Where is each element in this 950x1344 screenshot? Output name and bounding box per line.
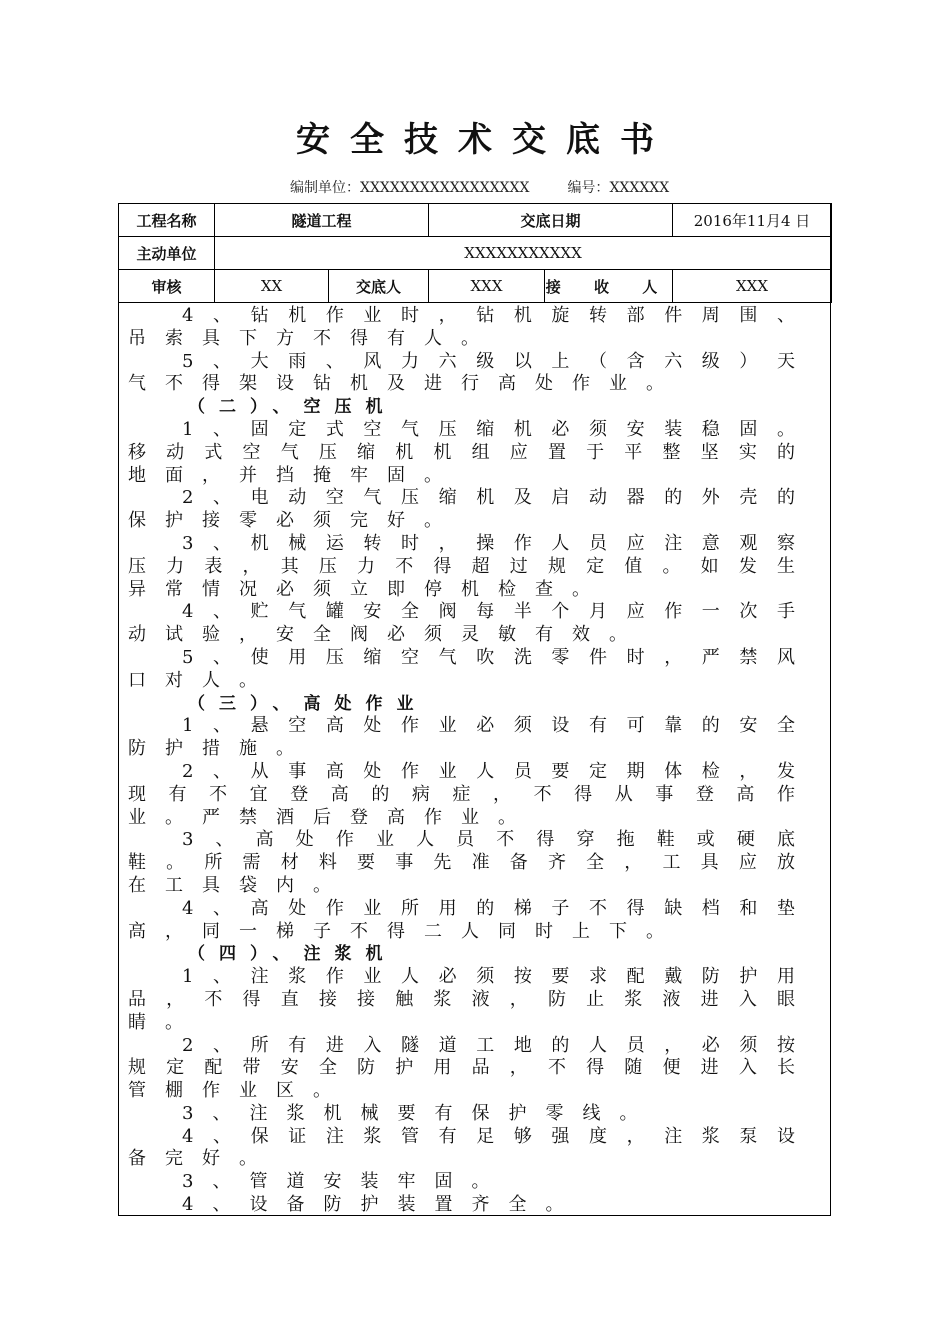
content-paragraph: 4、保证注浆管有足够强度，注浆泵设备完好。 xyxy=(128,1125,814,1170)
receiver-label: 接 收 人 xyxy=(545,270,673,303)
content-paragraph: 3、机械运转时，操作人员应注意观察压力表，其压力不得超过规定值。如发生异常情况必须立即停机检查。 xyxy=(128,532,814,600)
content-paragraph: 4、贮气罐安全阀每半个月应作一次手动试验，安全阀必须灵敏有效。 xyxy=(128,601,814,646)
content-paragraph: 5、使用压缩空气吹洗零件时，严禁风口对人。 xyxy=(128,646,814,691)
briefing-content xyxy=(128,305,814,1217)
document-number-value: XXXXXX xyxy=(609,180,670,196)
section-heading: （四）、注浆机 xyxy=(188,944,397,965)
document-number-label: 编号： xyxy=(567,180,610,196)
content-paragraph: 4、设备防护装置齐全。 xyxy=(182,1194,583,1216)
content-paragraph: 1、悬空高处作业必须设有可靠的安全防护措施。 xyxy=(128,715,814,760)
review-label: 审核 xyxy=(119,270,215,303)
receiver-value: XXX xyxy=(673,270,832,303)
section-heading: （三）、高处作业 xyxy=(188,693,428,714)
unit-row xyxy=(119,237,832,270)
content-paragraph: 3、管道安装牢固。 xyxy=(182,1171,509,1193)
briefing-date-value: 2016年11月4 日 xyxy=(673,204,832,237)
content-paragraph: 4、高处作业所用的梯子不得缺档和垫高，同一梯子不得二人同时上下。 xyxy=(128,897,814,942)
content-paragraph: 2、从事高处作业人员要定期体检，发现有不宜登高的病症，不得从事登高作业。严禁酒后登高作业。 xyxy=(128,760,814,828)
review-value: XX xyxy=(215,270,329,303)
document-title: 安全技术交底书 xyxy=(296,120,674,160)
header-info-table xyxy=(118,203,832,303)
project-name-label: 工程名称 xyxy=(119,204,215,237)
project-row xyxy=(119,204,832,237)
content-paragraph: 1、固定式空气压缩机必须安装稳固。移动式空气压缩机机组应置于平整坚实的地面，并挡掩牢固。 xyxy=(128,418,814,486)
content-paragraph: 4、钻机作业时，钻机旋转部件周围、吊索具下方不得有人。 xyxy=(128,305,814,349)
briefer-label: 交底人 xyxy=(329,270,429,303)
project-name-value: 隧道工程 xyxy=(215,204,429,237)
document-meta xyxy=(290,177,669,197)
briefing-date-label: 交底日期 xyxy=(429,204,673,237)
section-heading: （二）、空压机 xyxy=(188,397,397,418)
content-paragraph: 3、注浆机械要有保护零线。 xyxy=(182,1102,657,1124)
content-paragraph: 5、大雨、风力六级以上（含六级）天气不得架设钻机及进行高处作业。 xyxy=(128,350,814,395)
signature-row xyxy=(119,270,832,303)
briefer-value: XXX xyxy=(429,270,545,303)
responsible-unit-label: 主动单位 xyxy=(119,237,215,270)
compiler-unit-label: 编制单位： xyxy=(290,180,360,196)
content-paragraph: 3、高处作业人员不得穿拖鞋或硬底鞋。所需材料要事先准备齐全，工具应放在工具袋内。 xyxy=(128,829,814,896)
content-paragraph: 1、注浆作业人必须按要求配戴防护用品，不得直接接触浆液，防止浆液进入眼睛。 xyxy=(128,966,814,1033)
content-paragraph: 2、所有进入隧道工地的人员，必须按规定配带安全防护用品，不得随便进入长管棚作业区。 xyxy=(128,1034,814,1102)
content-paragraph: 2、电动空气压缩机及启动器的外壳的保护接零必须完好。 xyxy=(128,487,814,532)
responsible-unit-value: XXXXXXXXXXX xyxy=(215,237,832,270)
compiler-unit-value: XXXXXXXXXXXXXXXXX xyxy=(360,180,530,196)
